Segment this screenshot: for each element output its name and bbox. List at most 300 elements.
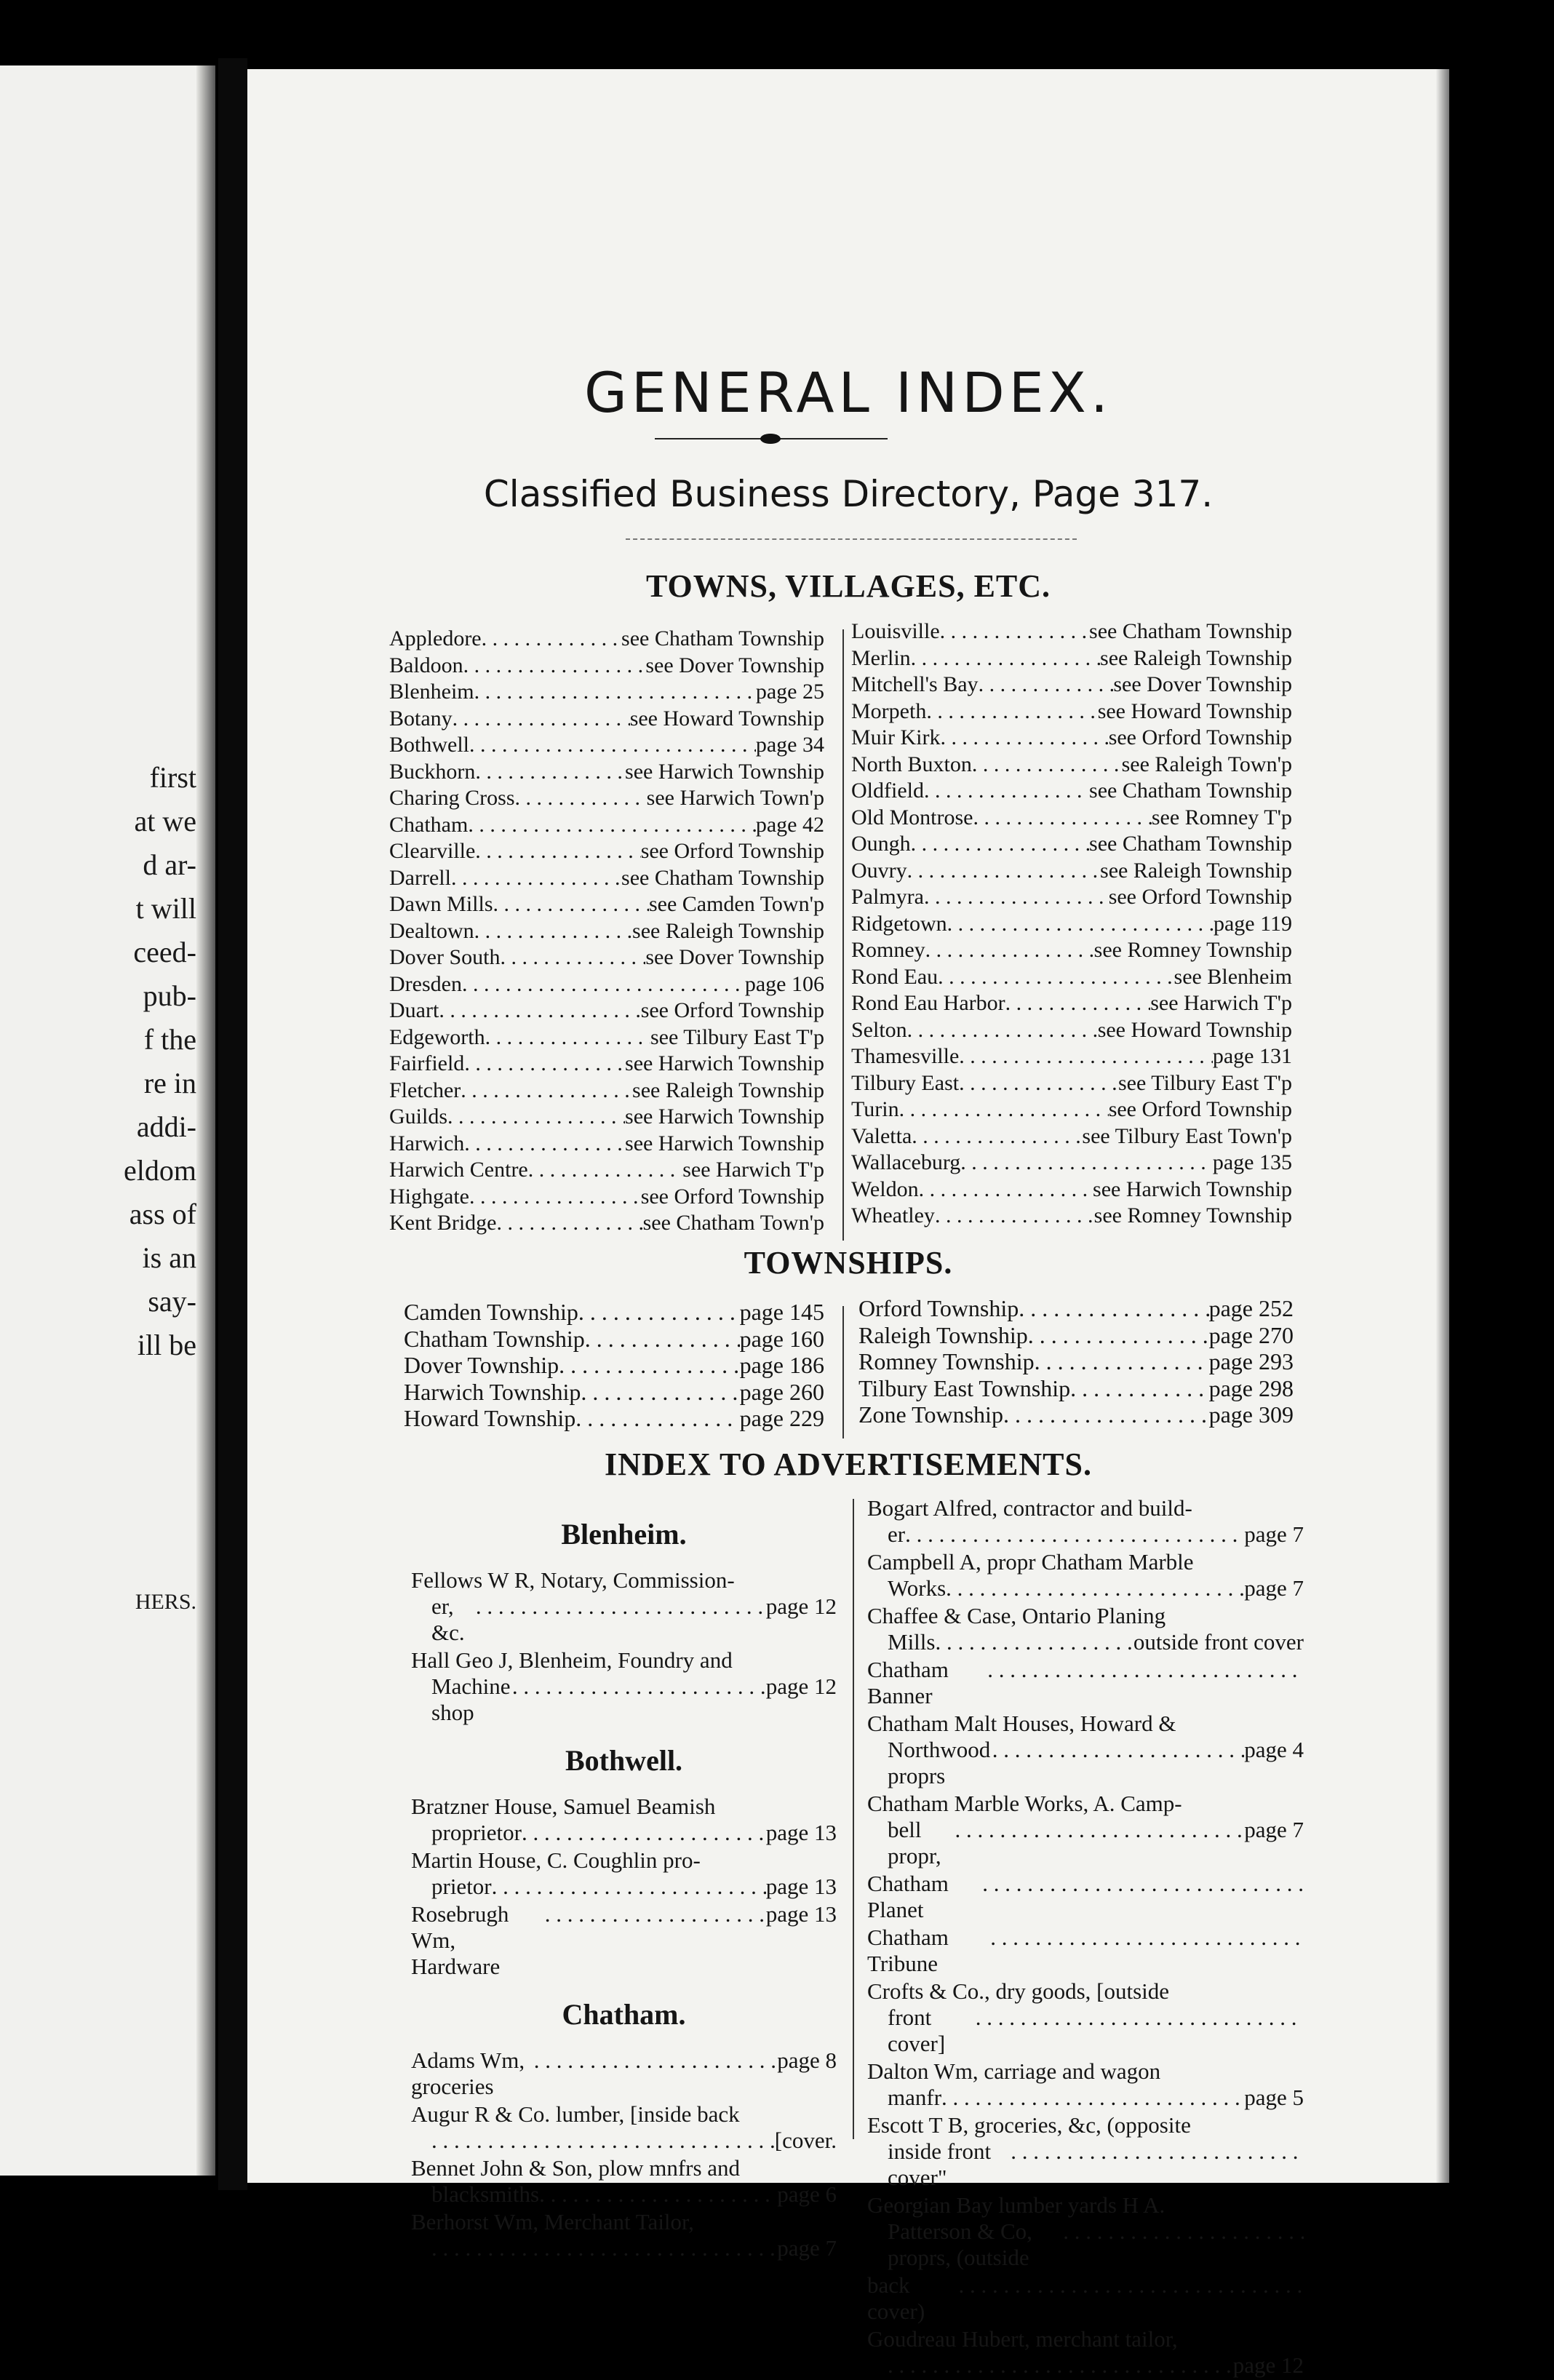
leader-dots: [992, 1737, 1245, 1789]
advertiser-name: Escott T B, groceries, &c, (opposite: [867, 2112, 1191, 2138]
index-entry: [851, 858, 1292, 885]
leader-dots: [959, 1070, 1118, 1097]
advertisement-reference-line: [411, 1874, 837, 1900]
entry-name: Howard Township: [404, 1405, 576, 1431]
index-page: [247, 69, 1449, 2378]
entry-reference: see Raleigh Town'p: [1121, 752, 1292, 776]
advertisement-entry: [411, 2155, 837, 2208]
index-entry: [851, 699, 1292, 725]
entry-reference: see Chatham Town'p: [642, 1211, 824, 1235]
entry-name: Camden Township: [404, 1299, 578, 1325]
entry-reference: page 229: [739, 1405, 824, 1431]
advertisement-detail: inside front cover": [888, 2138, 992, 2190]
leader-dots: [958, 2272, 1304, 2325]
entry-reference: see Harwich T'p: [682, 1158, 824, 1182]
leader-dots: [475, 838, 640, 865]
advertiser-name: Bennet John & Son, plow mnfrs and: [411, 2155, 741, 2181]
leader-dots: [907, 858, 1100, 885]
advertisement-detail: Machine shop: [431, 1673, 511, 1725]
advertisement-detail: Chatham Planet: [867, 1871, 949, 1922]
leader-dots: [907, 1017, 1098, 1044]
index-entry: [858, 1375, 1294, 1402]
index-entry: [851, 725, 1292, 752]
entry-name: Buckhorn: [389, 759, 476, 784]
left-page-text-fragment: ass of: [129, 1198, 196, 1230]
entry-name: Muir Kirk: [851, 725, 941, 749]
index-entry: [851, 937, 1292, 964]
entry-reference: see Romney Township: [1093, 938, 1292, 962]
leader-dots: [947, 911, 1214, 938]
left-page-text-fragment: is an: [142, 1241, 196, 1274]
index-entry: [389, 785, 824, 812]
advertisement-detail: Works: [888, 1575, 947, 1601]
index-entry: [851, 778, 1292, 805]
index-entry: [389, 1078, 824, 1105]
index-entry: [389, 918, 824, 945]
advertisement-detail: Chatham Tribune: [867, 1925, 949, 1976]
index-entry: [389, 998, 824, 1024]
leader-dots: [453, 706, 630, 733]
index-entry: [858, 1322, 1294, 1349]
advertisement-entry: [411, 1847, 837, 1900]
index-entry: [389, 944, 824, 971]
index-entry: [389, 812, 824, 839]
advertisement-entry: [867, 2326, 1304, 2379]
advertiser-name: Goudreau Hubert, merchant tailor,: [867, 2326, 1178, 2352]
leader-dots: [960, 1150, 1213, 1177]
entry-reference: page 160: [739, 1325, 824, 1352]
entry-name: Appledore: [389, 626, 482, 650]
left-page-text-fragment: f the: [143, 1023, 196, 1056]
left-page-text-fragment: d ar-: [143, 848, 196, 881]
entry-name: Dawn Mills: [389, 892, 493, 916]
index-entry: [389, 865, 824, 892]
leader-dots: [1063, 2218, 1304, 2271]
index-entry: [851, 1203, 1292, 1230]
advertisement-reference-line: [411, 1673, 837, 1726]
index-entry: [389, 838, 824, 865]
entry-name: Harwich Township: [404, 1378, 581, 1405]
page-subtitle: Classified Business Directory, Page 317.: [483, 473, 1214, 515]
leader-dots: [464, 1051, 625, 1078]
entry-reference: see Romney Township: [1093, 1203, 1292, 1227]
advertisement-detail: bell propr,: [888, 1817, 941, 1868]
entry-reference: see Chatham Township: [1089, 779, 1292, 803]
advertisement-town-heading: Chatham.: [562, 1998, 686, 2031]
entry-name: Botany: [389, 706, 453, 731]
advertisement-entry: [867, 2058, 1304, 2111]
leader-dots: [924, 884, 1109, 911]
advertisement-reference-line: [867, 1817, 1304, 1869]
advertisement-reference-line: [411, 2047, 837, 2100]
advertisement-detail: blacksmiths: [431, 2181, 540, 2207]
advertisement-entry: [867, 1603, 1304, 1655]
leader-dots: [581, 1379, 739, 1406]
entry-reference: page 42: [755, 812, 824, 837]
advertisement-detail: er: [888, 1521, 906, 1547]
entry-name: Duart: [389, 998, 439, 1022]
entry-name: Darrell: [389, 865, 451, 890]
entry-name: Louisville: [851, 619, 940, 643]
leader-dots: [987, 1657, 1304, 1709]
leader-dots: [496, 1210, 642, 1237]
index-entry: [389, 1104, 824, 1131]
page-content: [247, 69, 1449, 2378]
entry-reference: see Orford Township: [640, 839, 824, 863]
advertisement-detail: Rosebrugh Wm, Hardware: [411, 1901, 509, 1979]
advertisement-page: page 13: [765, 1874, 837, 1899]
entry-name: Oldfield: [851, 779, 924, 803]
left-page-text-fragment: at we: [134, 805, 196, 837]
leader-dots: [528, 1157, 682, 1184]
entry-reference: see Howard Township: [1097, 1017, 1292, 1042]
advertiser-name: Crofts & Co., dry goods, [outside: [867, 1978, 1170, 2004]
entry-reference: see Orford Township: [640, 1184, 824, 1209]
leader-dots: [938, 964, 1174, 991]
advertisement-reference-line: [867, 2272, 1304, 2325]
index-entry: [851, 805, 1292, 832]
index-entry: [851, 1043, 1292, 1070]
entry-name: Chatham Township: [404, 1325, 585, 1352]
townships-right-column: [858, 1295, 1294, 1428]
entry-reference: see Harwich Township: [625, 1105, 824, 1129]
advertisement-page: page 12: [765, 1673, 837, 1699]
entry-name: Palmyra: [851, 885, 924, 909]
entry-reference: see Chatham Township: [1089, 832, 1292, 856]
leader-dots: [469, 1184, 641, 1211]
advertisement-detail: back cover): [867, 2272, 925, 2324]
index-entry: [389, 1184, 824, 1211]
leader-dots: [925, 937, 1094, 964]
entry-name: Thamesville: [851, 1044, 960, 1068]
advertisement-page: page 7: [1244, 1817, 1304, 1842]
entry-name: Guilds: [389, 1105, 448, 1129]
entry-name: Raleigh Township: [858, 1321, 1028, 1348]
index-entry: [851, 1097, 1292, 1123]
leader-dots: [447, 1104, 625, 1131]
advertiser-name: Bogart Alfred, contractor and build-: [867, 1495, 1192, 1521]
leader-dots: [1011, 2138, 1304, 2191]
advertiser-name: Bratzner House, Samuel Beamish: [411, 1794, 716, 1819]
leader-dots: [578, 1299, 740, 1326]
towns-right-column: [851, 618, 1292, 1230]
leader-dots: [515, 785, 647, 812]
leader-dots: [911, 831, 1089, 858]
leader-dots: [462, 971, 745, 998]
advertisement-page: page 13: [765, 1820, 837, 1845]
leader-dots: [585, 1326, 740, 1353]
advertiser-name: Berhorst Wm, Merchant Tailor,: [411, 2209, 694, 2234]
leader-dots: [539, 2181, 777, 2208]
entry-name: North Buxton: [851, 752, 972, 776]
left-page-text-fragment: HERS.: [135, 1590, 196, 1614]
advertiser-name: Georgian Bay lumber yards H A.: [867, 2192, 1166, 2218]
leader-dots: [493, 891, 649, 918]
advertisement-reference-line: [867, 2085, 1304, 2111]
leader-dots: [461, 1078, 632, 1105]
entry-reference: page 34: [755, 733, 824, 757]
column-divider: [842, 629, 844, 1241]
advertisement-reference-line: [867, 1871, 1304, 1923]
entry-name: Dresden: [389, 971, 462, 996]
leader-dots: [559, 1352, 739, 1379]
entry-reference: see Raleigh Township: [632, 1078, 824, 1102]
entry-reference: see Tilbury East Town'p: [1082, 1123, 1292, 1148]
entry-reference: see Chatham Township: [621, 865, 824, 890]
leader-dots: [545, 1901, 766, 1980]
entry-name: Dealtown: [389, 918, 474, 943]
page-title: GENERAL INDEX.: [583, 360, 1113, 425]
advertiser-name: Hall Geo J, Blenheim, Foundry and: [411, 1647, 733, 1673]
advertisement-entry: [411, 1567, 837, 1646]
entry-name: Wheatley: [851, 1203, 935, 1227]
advertiser-name: Augur R & Co. lumber, [inside back: [411, 2101, 740, 2127]
index-entry: [851, 831, 1292, 858]
entry-name: Ridgetown: [851, 911, 947, 936]
leader-dots: [464, 1131, 625, 1158]
section-rule: [626, 538, 1077, 540]
entry-reference: see Orford Township: [1108, 885, 1292, 909]
leader-dots: [973, 805, 1152, 832]
leader-dots: [451, 865, 621, 892]
entry-reference: see Raleigh Township: [1100, 645, 1292, 670]
advertisement-reference-line: [867, 1925, 1304, 1977]
leader-dots: [946, 1575, 1244, 1601]
left-page-text-fragment: re in: [143, 1067, 196, 1099]
entry-name: Edgeworth: [389, 1024, 485, 1049]
entry-reference: page 135: [1212, 1150, 1292, 1174]
index-entry: [851, 618, 1292, 645]
index-entry: [389, 1157, 824, 1184]
advertisement-entry: [411, 1794, 837, 1846]
entry-name: Selton: [851, 1017, 907, 1042]
entry-name: Dover South: [389, 945, 501, 969]
index-entry: [851, 672, 1292, 699]
advertisements-right-column: [867, 1495, 1304, 2380]
advertisement-entry: [867, 1925, 1304, 1977]
entry-reference: page 298: [1208, 1374, 1294, 1401]
advertisement-reference-line: [867, 2218, 1304, 2271]
entry-name: Chatham: [389, 812, 469, 837]
index-entry: [851, 1070, 1292, 1097]
index-entry: [404, 1352, 824, 1379]
entry-name: Turin: [851, 1097, 899, 1121]
entry-name: Romney Township: [858, 1348, 1035, 1374]
entry-reference: see Dover Township: [1113, 672, 1292, 696]
advertisement-town-heading: Bothwell.: [565, 1744, 683, 1777]
title-ornament-diamond: [760, 434, 781, 444]
entry-reference: see Howard Township: [629, 706, 824, 731]
leader-dots: [905, 1521, 1244, 1548]
leader-dots: [439, 998, 640, 1024]
advertisement-entry: [867, 2272, 1304, 2325]
advertisement-page: page 13: [765, 1901, 837, 1927]
leader-dots: [982, 1871, 1304, 1923]
index-entry: [389, 1131, 824, 1158]
leader-dots: [1035, 1348, 1209, 1375]
advertisement-entry: [867, 1549, 1304, 1601]
advertisement-detail: front cover]: [888, 2005, 946, 2056]
leader-dots: [899, 1097, 1109, 1123]
entry-reference: page 131: [1212, 1044, 1292, 1068]
advertisement-reference-line: [867, 1737, 1304, 1789]
entry-name: Old Montrose: [851, 805, 973, 829]
advertisement-reference-line: [867, 1657, 1304, 1709]
advertiser-name: Fellows W R, Notary, Commission-: [411, 1567, 735, 1593]
index-entry: [851, 964, 1292, 991]
entry-name: Clearville: [389, 839, 476, 863]
entry-reference: see Harwich Township: [625, 1131, 824, 1155]
advertisement-reference-line: [411, 2235, 837, 2261]
advertisement-entry: [411, 2047, 837, 2100]
advertisement-entry: [867, 1657, 1304, 1709]
advertisement-entry: [867, 1791, 1304, 1869]
entry-name: Weldon: [851, 1177, 919, 1201]
entry-reference: see Harwich Township: [625, 759, 824, 784]
advertiser-name: Chatham Marble Works, A. Camp-: [867, 1791, 1182, 1816]
advertiser-name: Campbell A, propr Chatham Marble: [867, 1549, 1194, 1575]
entry-name: Valetta: [851, 1123, 912, 1148]
leader-dots: [924, 778, 1089, 805]
advertisement-entry: [867, 2192, 1304, 2271]
leader-dots: [1070, 1375, 1208, 1402]
advertisement-entry: [867, 1711, 1304, 1789]
advertisement-entry: [411, 1647, 837, 1726]
leader-dots: [482, 626, 621, 653]
advertisement-reference-line: [411, 2181, 837, 2208]
advertisements-heading: INDEX TO ADVERTISEMENTS.: [604, 1446, 1092, 1482]
advertisement-reference-line: [867, 2005, 1304, 2057]
leader-dots: [485, 1024, 650, 1051]
advertisement-entry: [411, 2101, 837, 2154]
entry-name: Fletcher: [389, 1078, 461, 1102]
entry-name: Wallaceburg: [851, 1150, 961, 1174]
leader-dots: [534, 2047, 778, 2100]
entry-name: Rond Eau: [851, 964, 939, 989]
leader-dots: [912, 1123, 1082, 1150]
advertisement-entry: [411, 1901, 837, 1980]
advertisement-entry: [411, 2209, 837, 2261]
advertiser-name: Chaffee & Case, Ontario Planing: [867, 1603, 1166, 1628]
left-page-text-fragment: ill be: [137, 1329, 196, 1361]
index-entry: [389, 653, 824, 680]
entry-name: Baldoon: [389, 653, 463, 677]
advertisement-detail: manfr: [888, 2085, 942, 2110]
entry-name: Bothwell: [389, 733, 469, 757]
townships-left-column: [404, 1299, 824, 1432]
index-entry: [389, 706, 824, 733]
index-entry: [851, 884, 1292, 911]
leader-dots: [990, 1925, 1304, 1977]
entry-name: Charing Cross: [389, 786, 515, 810]
advertisement-detail: proprietor: [431, 1820, 522, 1845]
entry-reference: see Harwich T'p: [1150, 991, 1292, 1015]
index-entry: [389, 1210, 824, 1237]
advertisement-page: page 7: [1244, 1575, 1304, 1601]
entry-name: Morpeth: [851, 699, 927, 723]
leader-dots: [522, 1820, 766, 1846]
advertisement-detail: er, &c.: [431, 1593, 465, 1645]
index-entry: [851, 1177, 1292, 1203]
leader-dots: [575, 1405, 739, 1432]
entry-reference: see Howard Township: [1097, 699, 1292, 723]
leader-dots: [1003, 1401, 1209, 1428]
advertiser-name: Chatham Malt Houses, Howard &: [867, 1711, 1176, 1736]
townships-heading: TOWNSHIPS.: [744, 1245, 953, 1281]
advertisement-page: page 7: [777, 2235, 837, 2261]
advertisement-detail: Northwood proprs: [888, 1737, 991, 1788]
advertisement-page: page 4: [1244, 1737, 1304, 1762]
left-page-text-fragment: t will: [135, 892, 196, 925]
entry-reference: page 186: [739, 1352, 824, 1378]
entry-reference: see Romney T'p: [1151, 805, 1292, 829]
index-entry: [851, 645, 1292, 672]
entry-reference: see Dover Township: [645, 945, 824, 969]
entry-reference: page 252: [1208, 1295, 1294, 1321]
advertisement-detail: Patterson & Co, proprs, (outside: [888, 2218, 1032, 2270]
leader-dots: [935, 1203, 1094, 1230]
index-entry: [851, 1017, 1292, 1044]
left-page: [0, 65, 215, 2176]
advertisement-reference-line: [867, 2352, 1304, 2379]
index-entry: [389, 891, 824, 918]
entry-reference: see Harwich Town'p: [646, 786, 824, 810]
book-spine: [218, 58, 247, 2190]
leader-dots: [979, 672, 1114, 699]
entry-reference: page 293: [1208, 1348, 1294, 1374]
advertisement-reference-line: [867, 1629, 1304, 1655]
left-page-text-fragment: say-: [148, 1285, 196, 1318]
leader-dots: [501, 944, 646, 971]
leader-dots: [955, 1817, 1244, 1869]
advertisement-entry: [867, 1978, 1304, 2057]
entry-reference: see Orford Township: [1108, 725, 1292, 749]
index-entry: [851, 1123, 1292, 1150]
leader-dots: [972, 752, 1122, 779]
advertisement-entry: [867, 2112, 1304, 2191]
index-entry: [404, 1405, 824, 1432]
leader-dots: [941, 2085, 1244, 2111]
left-page-text-fragment: addi-: [136, 1110, 196, 1143]
leader-dots: [512, 1673, 766, 1726]
advertisement-entry: [867, 1495, 1304, 1548]
leader-dots: [935, 1629, 1133, 1655]
index-entry: [851, 990, 1292, 1017]
index-entry: [389, 759, 824, 786]
column-divider: [842, 1306, 844, 1438]
left-page-text-fragment: ceed-: [133, 936, 196, 968]
advertisement-page: page 8: [777, 2047, 837, 2073]
advertisement-reference-line: [867, 1575, 1304, 1601]
entry-reference: see Tilbury East T'p: [650, 1024, 824, 1049]
entry-name: Highgate: [389, 1184, 469, 1209]
entry-name: Mitchell's Bay: [851, 672, 979, 696]
leader-dots: [431, 2235, 777, 2261]
advertisement-page: outside front cover: [1133, 1629, 1304, 1655]
index-entry: [858, 1295, 1294, 1322]
advertisement-detail: Adams Wm, groceries: [411, 2047, 525, 2099]
advertisement-reference-line: [411, 1593, 837, 1646]
index-entry: [404, 1299, 824, 1326]
advertiser-name: Martin House, C. Coughlin pro-: [411, 1847, 701, 1873]
towns-left-column: [389, 626, 824, 1237]
leader-dots: [919, 1177, 1093, 1203]
index-entry: [404, 1379, 824, 1406]
advertisement-page: page 5: [1244, 2085, 1304, 2110]
index-entry: [858, 1401, 1294, 1428]
leader-dots: [941, 725, 1109, 752]
advertisement-town-heading: Blenheim.: [561, 1518, 687, 1551]
